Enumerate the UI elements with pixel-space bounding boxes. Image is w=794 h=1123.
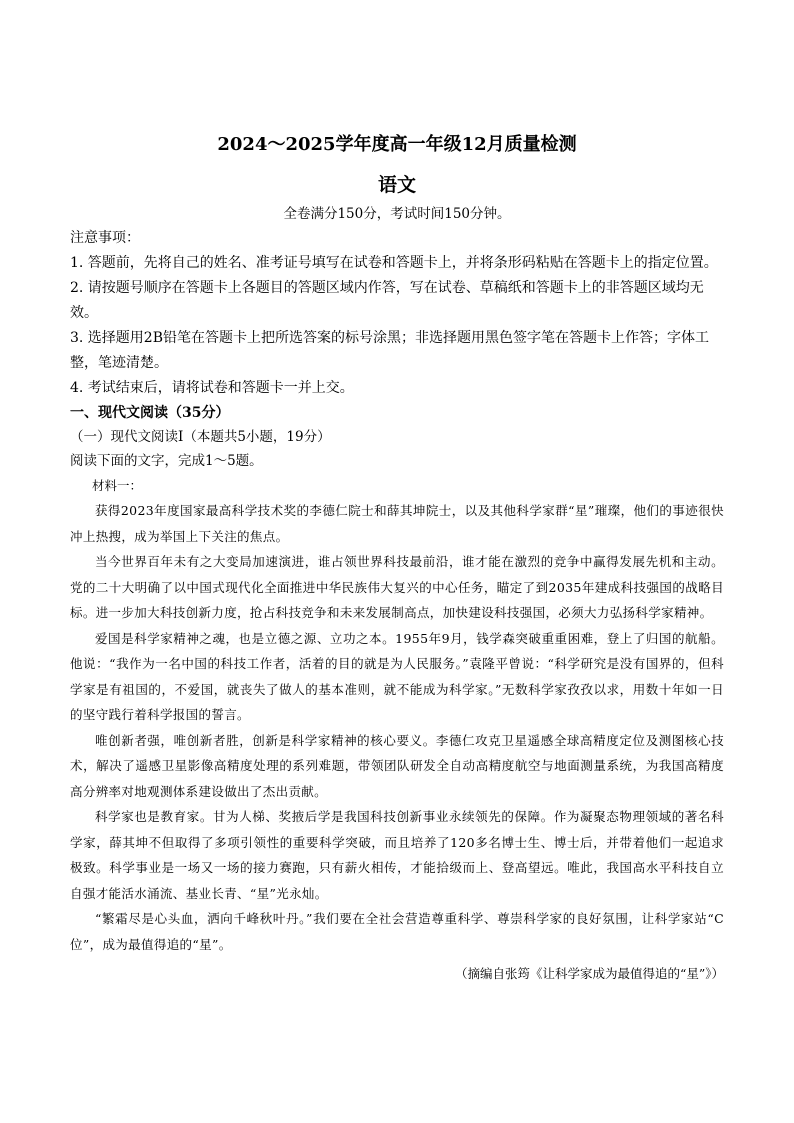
article-paragraph: 当今世界百年未有之大变局加速演进，谁占领世界科技最前沿，谁才能在激烈的竞争中赢得发展先机和主动。党的二十大明确了以中国式现代化全面推进中华民族伟大复兴的中心任务，瞄定了到2035年建成科技强国的战略目标。进一步加大科技创新力度，抢占科技竞争和未来发展制高点，加快建设科技强国，必须大力弘扬科学家精神。 xyxy=(70,554,724,620)
article-body xyxy=(70,498,724,957)
article-source: （摘编自张筠《让科学家成为最值得追的“星”》） xyxy=(454,966,724,981)
exam-info: 全卷满分150分，考试时间150分钟。 xyxy=(283,206,511,222)
article-paragraph: 唯创新者强，唯创新者胜，创新是科学家精神的核心要义。李德仁攻克卫星遥感全球高精度定位及测图核心技术，解决了遥感卫星影像高精度处理的系列难题，带领团队研发全自动高精度航空与地面测量系统，为我国高精度高分辨率对地观测体系建设做出了杰出贡献。 xyxy=(70,732,724,799)
section-heading: 一、现代文阅读（35分） xyxy=(70,405,230,421)
article-paragraph: 爱国是科学家精神之魂，也是立德之源、立功之本。1955年9月，钱学森突破重重困难，登上了归国的航船。他说：“我作为一名中国的科技工作者，活着的目的就是为人民服务。”袁隆平曾说：“科学研究是没有国界的，但科学家是有祖国的，不爱国，就丧失了做人的基本准则，就不能成为科学家。”无数科学家孜孜以求，用数十年如一日的坚守践行着科学报国的誓言。 xyxy=(70,630,724,722)
article-paragraph: 科学家也是教育家。甘为人梯、奖掖后学是我国科技创新事业永续领先的保障。作为凝聚态物理领域的著名科学家，薛其坤不但取得了多项引领性的重要科学突破，而且培养了120多名博士生、博士后，并带着他们一起追求极致。科学事业是一场又一场的接力赛跑，只有薪火相传，才能拾级而上、登高望远。唯此，我国高水平科技自立自强才能活水涌流、基业长青、“星”光永灿。 xyxy=(70,809,724,901)
sub-section-heading: （一）现代文阅读Ⅰ（本题共5小题，19分） xyxy=(70,429,331,445)
article-paragraph: “繁霜尽是心头血，洒向千峰秋叶丹。”我们要在全社会营造尊重科学、尊崇科学家的良好氛围，让科学家站“C位”，成为最值得追的“星”。 xyxy=(70,911,724,952)
notice-item: 1. 答题前，先将自己的姓名、准考证号填写在试卷和答题卡上，并将条形码粘贴在答题卡上的指定位置。 xyxy=(70,255,718,271)
notice-block xyxy=(70,226,724,401)
notice-heading: 注意事项： xyxy=(70,230,140,246)
notice-item: 4. 考试结束后，请将试卷和答题卡一并上交。 xyxy=(70,380,354,396)
subject-title: 语文 xyxy=(377,174,416,196)
notice-item: 2. 请按题号顺序在答题卡上各题目的答题区域内作答，写在试卷、草稿纸和答题卡上的非答题区域均无效。 xyxy=(70,280,704,321)
material-label: 材料一： xyxy=(92,478,143,493)
article-paragraph: 获得2023年度国家最高科学技术奖的李德仁院士和薛其坤院士，以及其他科学家群“星”璀璨，他们的事迹很快冲上热搜，成为举国上下关注的焦点。 xyxy=(70,503,724,544)
notice-item: 3. 选择题用2B铅笔在答题卡上把所选答案的标号涂黑；非选择题用黑色签字笔在答题卡上作答；字体工整，笔迹清楚。 xyxy=(70,330,710,371)
reading-instruction: 阅读下面的文字，完成1～5题。 xyxy=(70,453,263,469)
exam-title: 2024～2025学年度高一年级12月质量检测 xyxy=(217,134,577,155)
